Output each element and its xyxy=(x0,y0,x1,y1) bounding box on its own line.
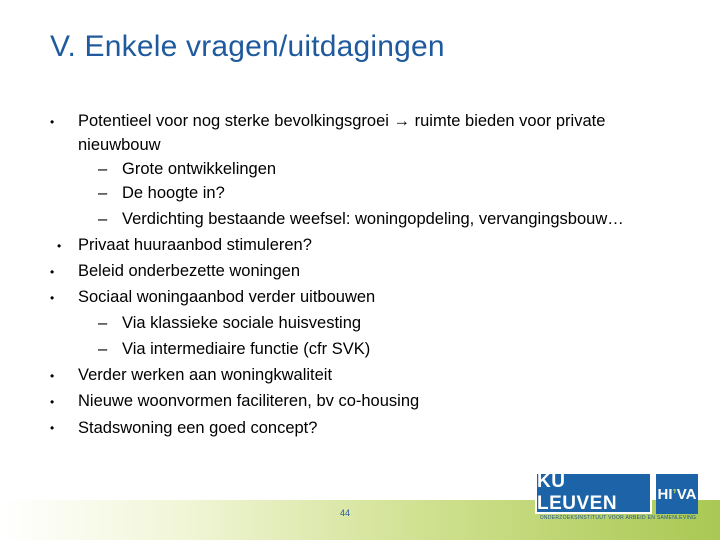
dash-icon: – xyxy=(98,340,108,358)
dash-icon: – xyxy=(98,314,108,332)
slide-title: V. Enkele vragen/uitdagingen xyxy=(50,30,445,63)
dash-icon: – xyxy=(98,160,108,178)
list-item: Sociaal woningaanbod verder uitbouwen xyxy=(78,288,376,306)
sub-list-item: Via intermediaire functie (cfr SVK) xyxy=(122,340,371,358)
bullet-icon: • xyxy=(50,369,55,383)
sub-list-item: Grote ontwikkelingen xyxy=(122,160,277,178)
bullet-icon: • xyxy=(50,265,55,279)
sub-list-item: Via klassieke sociale huisvesting xyxy=(122,314,362,332)
bullet-icon: • xyxy=(50,421,55,435)
bullet-icon: • xyxy=(50,291,55,305)
list-item-continuation: nieuwbouw xyxy=(78,136,161,154)
institute-subtitle: ONDERZOEKSINSTITUUT VOOR ARBEID EN SAMENLEVING xyxy=(539,515,697,521)
ku-leuven-logo: KU LEUVEN xyxy=(535,472,652,514)
dash-icon: – xyxy=(98,184,108,202)
page-number: 44 xyxy=(340,508,351,518)
arrow-right-icon: → xyxy=(393,112,411,130)
dash-icon: – xyxy=(98,210,108,228)
sub-list-item: Verdichting bestaande weefsel: woningopdeling, vervangingsbouw… xyxy=(122,210,624,228)
list-item: Nieuwe woonvormen faciliteren, bv co-housing xyxy=(78,392,420,410)
bullet-icon: • xyxy=(50,395,55,409)
hiva-logo: HI ’ VA xyxy=(656,474,698,514)
list-item: Stadswoning een goed concept? xyxy=(78,419,318,437)
sub-list-item: De hoogte in? xyxy=(122,184,225,202)
list-item: Beleid onderbezette woningen xyxy=(78,262,301,280)
bullet-icon: • xyxy=(57,239,62,253)
list-item: Privaat huuraanbod stimuleren? xyxy=(78,236,312,254)
list-item: Potentieel voor nog sterke bevolkingsgroei → ruimte bieden voor private xyxy=(78,112,606,130)
list-item: Verder werken aan woningkwaliteit xyxy=(78,366,333,384)
bullet-icon: • xyxy=(50,115,55,129)
